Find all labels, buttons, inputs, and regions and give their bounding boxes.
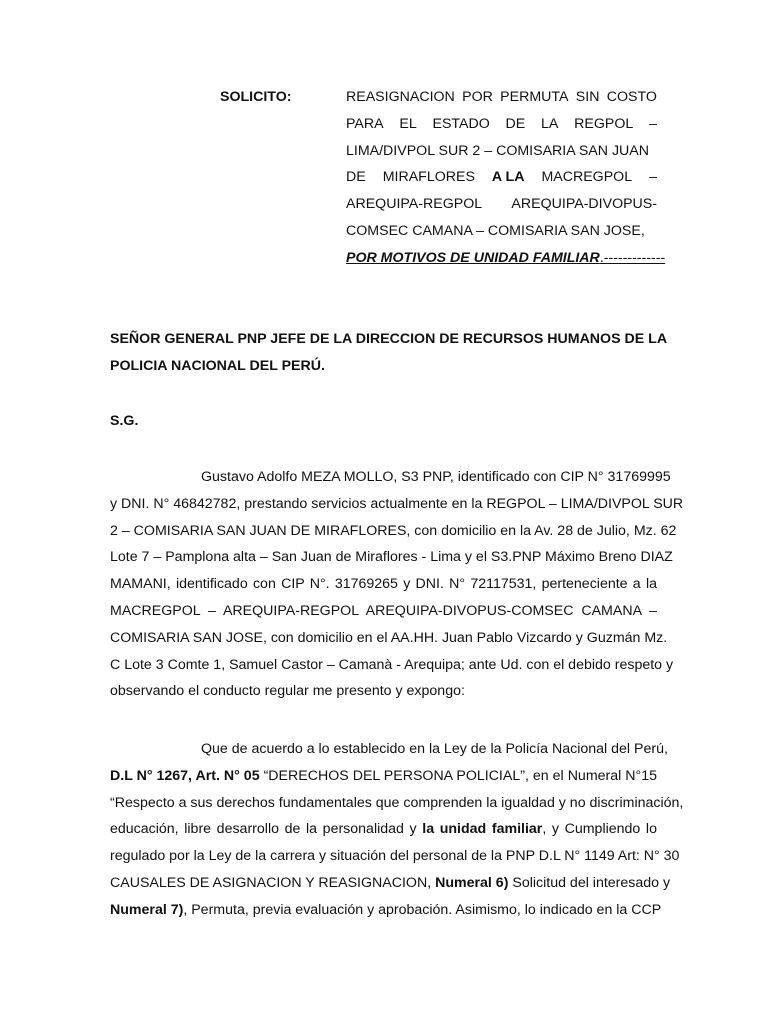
- addressee-text-2: POLICIA NACIONAL DEL PERÚ.: [110, 357, 325, 374]
- solicito-line-4: [346, 164, 657, 191]
- line-text: , y Cumpliendo lo: [542, 821, 657, 838]
- paragraph-line: [110, 816, 657, 843]
- word: COSTO: [606, 89, 657, 105]
- paragraph-line: [110, 598, 657, 625]
- word: PARA: [346, 115, 384, 132]
- solicito-line-5: [346, 191, 657, 218]
- line-text: , Permuta, previa evaluación y aprobación. Asimismo, lo indicado en la CCP: [183, 901, 662, 918]
- paragraph-line: [110, 464, 671, 491]
- line-text: “Respecto a sus derechos fundamentales que comprenden la igualdad y no discriminación,: [110, 794, 684, 811]
- line-text: Que de acuerdo a lo establecido en la Ley de la Policía Nacional del Perú,: [201, 741, 668, 757]
- word: MACREGPOL: [541, 169, 633, 186]
- paragraph-line: [110, 491, 684, 518]
- numeral-6: Numeral 6): [435, 874, 509, 891]
- word: POR: [462, 89, 493, 105]
- solicito-label: SOLICITO:: [220, 89, 292, 105]
- solicito-line-6: [346, 218, 657, 245]
- word: LA: [541, 115, 559, 132]
- word: AREQUIPA-REGPOL: [346, 196, 483, 213]
- paragraph-line: [110, 870, 671, 897]
- reason-underlined: POR MOTIVOS DE UNIDAD FAMILIAR: [346, 249, 600, 266]
- solicito-line-2: [346, 111, 657, 138]
- paragraph-line: [110, 518, 677, 545]
- word: ESTADO: [432, 115, 490, 132]
- word: MIRAFLORES: [382, 169, 475, 186]
- line-text: LIMA/DIVPOL SUR 2 – COMISARIA SAN JUAN: [346, 142, 650, 159]
- paragraph-line: [110, 790, 684, 817]
- paragraph-line: [110, 736, 668, 763]
- word: DE: [505, 115, 526, 132]
- paragraph-line: [110, 571, 657, 598]
- salutation: S.G.: [110, 413, 139, 429]
- addressee-line-1: [110, 326, 668, 353]
- paragraph-line: [110, 652, 674, 679]
- bold-phrase: A LA: [491, 169, 525, 186]
- line-text: regulado por la Ley de la carrera y situación del personal de la PNP D.L N° 1149 Art: N° 30: [110, 848, 680, 865]
- line-text: y DNI. N° 46842782, prestando servicios actualmente en la REGPOL – LIMA/DIVPOL SUR: [110, 495, 684, 512]
- paragraph-applicants: [110, 464, 684, 705]
- addressee: [110, 326, 668, 380]
- paragraph-legal-basis: [110, 736, 684, 924]
- line-text: Lote 7 – Pamplona alta – San Juan de Miraflores - Lima y el S3.PNP Máximo Breno DIAZ: [110, 549, 673, 566]
- line-text: COMSEC CAMANA – COMISARIA SAN JOSE,: [346, 222, 645, 239]
- word: DE: [346, 169, 366, 186]
- line-text: COMISARIA SAN JOSE, con domicilio en el AA.HH. Juan Pablo Vizcardo y Guzmán Mz.: [110, 629, 668, 646]
- line-text: Solicitud del interesado y: [508, 874, 671, 891]
- line-text: C Lote 3 Comte 1, Samuel Castor – Camanà - Arequipa; ante Ud. con el debido respeto y: [110, 656, 674, 673]
- line-text: educación, libre desarrollo de la personalidad y: [110, 821, 423, 838]
- addressee-line-2: [110, 353, 657, 380]
- word: –: [649, 169, 657, 186]
- line-text: MAMANI, identificado con CIP N°. 31769265 y DNI. N° 72117531, perteneciente a la: [110, 576, 657, 593]
- solicito-line-1: [346, 84, 657, 111]
- paragraph-line: [110, 843, 680, 870]
- addressee-text-1: SEÑOR GENERAL PNP JEFE DE LA DIRECCION DE RECURSOS HUMANOS DE LA: [110, 331, 668, 347]
- line-text: CAUSALES DE ASIGNACION Y REASIGNACION,: [110, 874, 436, 891]
- paragraph-line: [110, 678, 657, 705]
- word: SIN: [575, 89, 600, 105]
- paragraph-line: [110, 544, 673, 571]
- solicito-line-3: [346, 138, 657, 165]
- word: EL: [399, 115, 417, 132]
- solicito-line-7: [346, 245, 666, 272]
- solicito-text: [346, 84, 666, 272]
- line-text: 2 – COMISARIA SAN JUAN DE MIRAFLORES, con domicilio en la Av. 28 de Julio, Mz. 62: [110, 522, 677, 539]
- word: –: [649, 115, 657, 132]
- word: REASIGNACION: [346, 89, 455, 105]
- emphasis-family-unity: la unidad familiar: [422, 821, 543, 838]
- word: AREQUIPA-DIVOPUS-: [511, 196, 657, 213]
- line-text: “DERECHOS DEL PERSONA POLICIAL”, en el Numeral N°15: [259, 767, 657, 784]
- line-text: Gustavo Adolfo MEZA MOLLO, S3 PNP, identificado con CIP N° 31769995: [201, 469, 671, 485]
- reason-tail: .-------------: [599, 249, 666, 266]
- word: REGPOL: [574, 115, 634, 132]
- paragraph-line: [110, 897, 662, 924]
- word: PERMUTA: [500, 89, 569, 105]
- paragraph-line: [110, 625, 668, 652]
- line-text: MACREGPOL – AREQUIPA-REGPOL AREQUIPA-DIVOPUS-COMSEC CAMANA –: [110, 602, 657, 619]
- numeral-7: Numeral 7): [110, 901, 184, 918]
- line-text: observando el conducto regular me presento y expongo:: [110, 683, 465, 700]
- law-reference: D.L N° 1267, Art. N° 05: [110, 767, 260, 784]
- paragraph-line: [110, 763, 657, 790]
